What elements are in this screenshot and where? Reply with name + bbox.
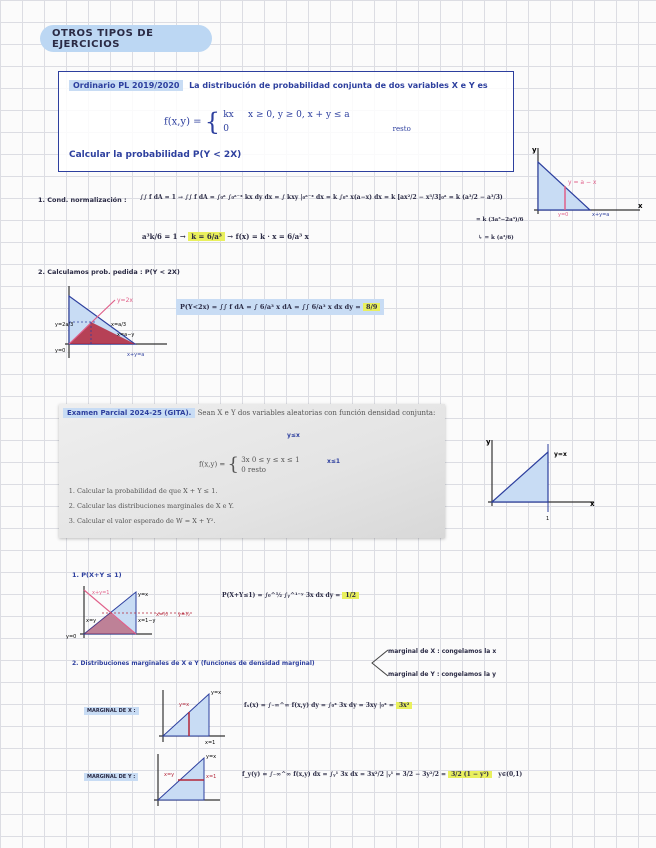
- graph-region-5: [155, 686, 230, 746]
- line-label: y=x: [554, 451, 567, 458]
- label-y0: y=0: [55, 348, 66, 354]
- triangle-region: [538, 162, 590, 210]
- graph-region-3: [482, 434, 602, 524]
- exam-density: f(x,y) = { 3x 0 ≤ y ≤ x ≤ 1 0 resto: [199, 454, 300, 475]
- triangle-region: [158, 758, 204, 800]
- label-y0: y=0: [66, 634, 77, 640]
- case-2-expr: 0: [223, 124, 229, 134]
- exam-ann1: y≤x: [287, 432, 300, 439]
- marginal-x-formula: fₓ(x) = ∫₋∞^∞ f(x,y) dy = ∫₀ˣ 3x dy = 3xy |₀ˣ = 3x²: [244, 702, 412, 709]
- problem-label: Ordinario PL 2019/2020: [69, 80, 183, 91]
- label-xy: x=y: [164, 772, 175, 778]
- x-label: x: [590, 500, 595, 508]
- y-label: y: [532, 146, 537, 154]
- step2-label: 2. Calculamos prob. pedida : P(Y < 2X): [38, 268, 180, 276]
- label-xya: x+y=a: [127, 352, 145, 358]
- triangle-region: [163, 694, 209, 736]
- marginal-x-result: 3x²: [396, 702, 412, 709]
- label-xa3: x=a/3: [111, 322, 127, 328]
- step1-label: 1. Cond. normalización :: [38, 196, 127, 204]
- line-label: y = a − x: [568, 179, 597, 186]
- label-yx: y=x: [206, 754, 217, 760]
- problem-statement: La distribución de probabilidad conjunta de dos variables X e Y es: [189, 81, 488, 90]
- y0-label: y=0: [558, 212, 569, 218]
- case-1-expr: kx: [223, 110, 234, 120]
- label-y2x: y=2x: [117, 297, 133, 304]
- graph-region-1: [530, 140, 650, 220]
- marginal-y-result: 3/2 (1 − y²): [448, 771, 492, 778]
- label-xhalf: x=½: [156, 612, 168, 618]
- step-a-result: 1/2: [342, 592, 359, 599]
- x0-label: x+y=a: [592, 212, 610, 218]
- graph-region-4: [62, 582, 212, 642]
- label-x1: x=1: [205, 740, 216, 746]
- exam-item: 2. Calcular las distribuciones marginales de X e Y.: [77, 499, 234, 514]
- label-yx: y=x: [138, 592, 149, 598]
- exam-photo: [59, 404, 445, 538]
- step1-line2: a³k/6 = 1 → k = 6/a³ → f(x) = k · x = 6/a³ x: [142, 232, 309, 241]
- label-x1y: x=1−y: [138, 618, 156, 624]
- exam-items: [63, 484, 234, 529]
- x-label: x: [638, 202, 643, 210]
- problem-header: [69, 81, 488, 90]
- case-1-cond: x ≥ 0, y ≥ 0, x + y ≤ a: [248, 110, 350, 120]
- label-y2a3: y=2a/3: [55, 322, 74, 328]
- triangle-region: [492, 452, 548, 502]
- label-xay: x=a−y: [117, 332, 135, 338]
- marginal-x-label: MARGINAL DE X :: [84, 707, 139, 715]
- marginal-y-range: y∈(0,1): [498, 771, 523, 778]
- exam-item: 1. Calcular la probabilidad de que X + Y ≤ 1.: [77, 484, 234, 499]
- step-a-formula: P(X+Y≤1) = ∫₀^½ ∫ᵧ^¹⁻ʸ 3x dx dy = 1/2: [222, 592, 359, 599]
- label-xy1: x+y=1: [92, 590, 110, 596]
- label-yhalf: y=½: [178, 612, 190, 618]
- marginal-y-formula: f_y(y) = ∫₋∞^∞ f(x,y) dx = ∫ᵧ¹ 3x dx = 3x²/2 |ᵧ¹ = 3/2 − 3y²/2 = 3/2 (1 − y²) y∈(0,1): [242, 771, 523, 778]
- y-label: y: [486, 438, 491, 446]
- exam-ann2: x≤1: [327, 458, 341, 465]
- label-xy: x=y: [86, 618, 97, 624]
- exam-item: 3. Calcular el valor esperado de W = X + Y².: [77, 514, 234, 529]
- exam-statement: Sean X e Y dos variables aleatorias con función densidad conjunta:: [197, 409, 436, 417]
- tick-1: 1: [546, 516, 550, 522]
- note-2: marginal de Y : congelamos la y: [388, 671, 497, 678]
- marginal-y-label: MARGINAL DE Y :: [84, 773, 138, 781]
- brace: [370, 648, 390, 678]
- note-1: marginal de X : congelamos la x: [388, 648, 497, 655]
- problem-density: f(x,y) = { kx x ≥ 0, y ≥ 0, x + y ≤ a 0 resto: [164, 108, 411, 136]
- case-2-cond: resto: [392, 125, 411, 133]
- step-a-label: 1. P(X+Y ≤ 1): [72, 571, 122, 579]
- label-yx-2: y=x: [179, 702, 190, 708]
- graph-region-2: [55, 282, 170, 362]
- page-title: OTROS TIPOS DE EJERCICIOS: [40, 25, 212, 52]
- graph-region-6: [150, 750, 225, 810]
- step2-formula: P(Y<2x) = ∫∫ f dA = ∫ 6/a³ x dA = ∫∫ 6/a³ x dx dy = 8/9: [176, 303, 384, 311]
- step1-side2: ↳ = k (a³/6): [478, 235, 514, 241]
- k-result: k = 6/a³: [188, 232, 225, 241]
- label-yx: y=x: [211, 690, 222, 696]
- exam-label: Examen Parcial 2024-25 (GITA).: [63, 408, 195, 418]
- step-b-label: 2. Distribuciones marginales de X e Y (funciones de densidad marginal): [72, 660, 315, 667]
- step2-result: 8/9: [363, 303, 380, 311]
- problem-task: Calcular la probabilidad P(Y < 2X): [69, 150, 242, 160]
- step1-line1: ∫∫ f dA = 1 → ∫∫ f dA = ∫₀ᵃ ∫₀ᵃ⁻ˣ kx dy dx = ∫ kxy |₀ᵃ⁻ˣ dx = k ∫₀ᵃ x(a−x) dx = k [ax²/2 − x³/3]₀ᵃ = k (a³/2 − a³/3): [140, 194, 503, 201]
- label-x1: x=1: [206, 774, 217, 780]
- step1-side1: = k (3a³−2a³)/6: [476, 217, 524, 223]
- exam-header: [63, 408, 441, 418]
- problem-box: [58, 71, 514, 172]
